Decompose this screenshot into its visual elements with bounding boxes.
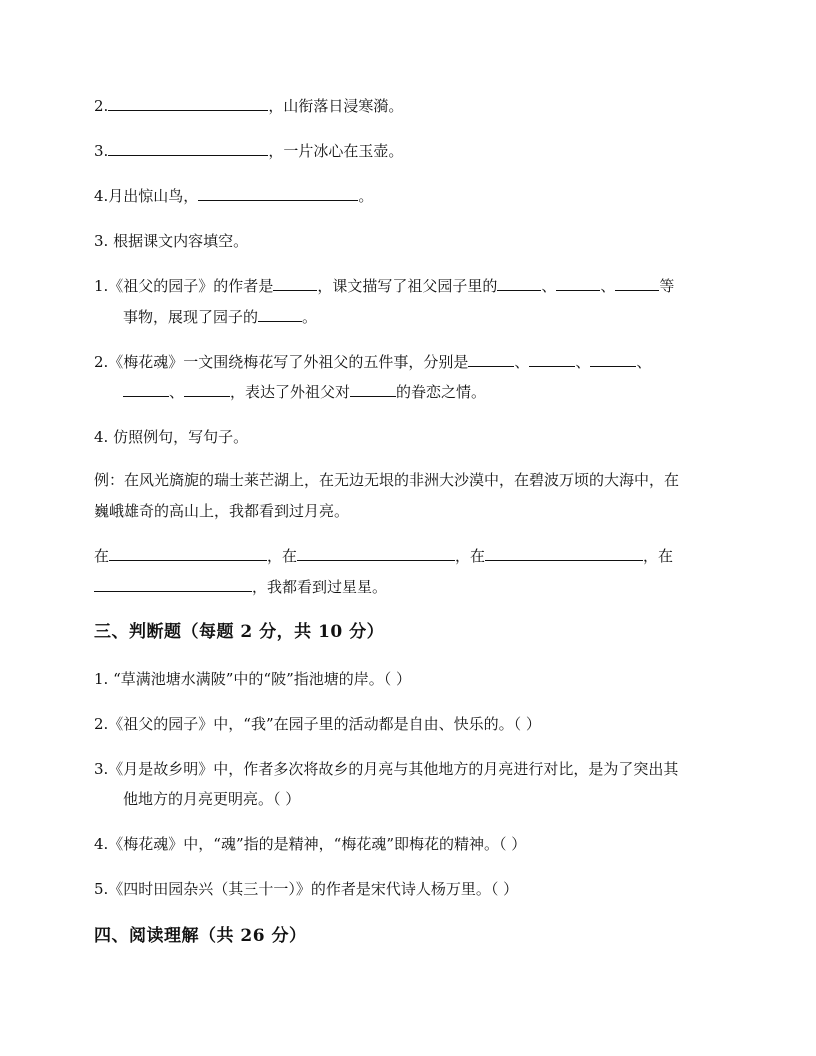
q4-example-line2: 巍峨雄奇的高山上，我都看到过月亮。 — [94, 502, 350, 520]
line-text: 在 — [94, 547, 110, 565]
answer-blank[interactable] — [108, 96, 268, 111]
judge-item-5: 5.《四时田园杂兴（其三十一）》的作者是宋代诗人杨万里。（ ） — [94, 880, 519, 898]
separator: 、 — [636, 353, 652, 371]
answer-blank[interactable] — [350, 382, 396, 397]
answer-blank[interactable] — [273, 276, 317, 291]
answer-blank[interactable] — [297, 546, 455, 561]
poem-fill-line-3 — [94, 141, 720, 161]
line-text: ，在 — [455, 547, 486, 565]
answer-blank[interactable] — [556, 276, 600, 291]
answer-blank[interactable] — [109, 546, 267, 561]
separator: 、 — [169, 383, 185, 401]
q4-answer-line1 — [94, 546, 720, 566]
answer-blank[interactable] — [123, 382, 169, 397]
question-4-title: 4. 仿照例句，写句子。 — [94, 428, 249, 446]
judge-item-4: 4.《梅花魂》中，“魂”指的是精神，“梅花魂”即梅花的精神。（ ） — [94, 835, 527, 853]
separator: 、 — [541, 277, 557, 295]
q3-item2-line1 — [94, 352, 720, 372]
section-3-heading: 三、判断题（每题 2 分，共 10 分） — [94, 622, 385, 642]
separator: 、 — [575, 353, 591, 371]
line-text: 。 — [302, 308, 318, 326]
line-text: ，一片冰心在玉壶。 — [268, 142, 404, 160]
line-text: ，表达了外祖父对 — [230, 383, 351, 401]
poem-fill-line-4 — [94, 186, 720, 206]
judge-item-3-line2: 他地方的月亮更明亮。（ ） — [123, 790, 301, 808]
answer-blank[interactable] — [184, 382, 230, 397]
line-text: 的眷恋之情。 — [396, 383, 487, 401]
answer-blank[interactable] — [198, 186, 358, 201]
question-3-title: 3. 根据课文内容填空。 — [94, 232, 249, 250]
line-text: 1.《祖父的园子》的作者是 — [94, 277, 274, 295]
q4-answer-line2 — [94, 577, 720, 597]
answer-blank[interactable] — [497, 276, 541, 291]
answer-blank[interactable] — [590, 352, 636, 367]
line-number: 2. — [94, 97, 109, 115]
line-text: 。 — [358, 187, 374, 205]
answer-blank[interactable] — [94, 577, 252, 592]
judge-item-1: 1. “草满池塘水满陂”中的“陂”指池塘的岸。（ ） — [94, 670, 412, 688]
answer-blank[interactable] — [529, 352, 575, 367]
section-4-heading: 四、阅读理解（共 26 分） — [94, 926, 307, 946]
q3-item1-line1 — [94, 276, 720, 296]
line-text: ，在 — [643, 547, 674, 565]
line-text: ，课文描写了祖父园子里的 — [317, 277, 498, 295]
q3-item2-line2 — [123, 382, 720, 402]
separator: 、 — [514, 353, 530, 371]
line-text: ，我都看到过星星。 — [252, 578, 388, 596]
answer-blank[interactable] — [615, 276, 659, 291]
line-text: 4.月出惊山鸟， — [94, 187, 199, 205]
line-text: ，在 — [267, 547, 298, 565]
answer-blank[interactable] — [468, 352, 514, 367]
answer-blank[interactable] — [108, 141, 268, 156]
poem-fill-line-2 — [94, 96, 720, 116]
answer-blank[interactable] — [485, 546, 643, 561]
separator: 、 — [600, 277, 616, 295]
judge-item-3-line1: 3.《月是故乡明》中，作者多次将故乡的月亮与其他地方的月亮进行对比，是为了突出其 — [94, 760, 679, 778]
line-text: ，山衔落日浸寒漪。 — [268, 97, 404, 115]
line-number: 3. — [94, 142, 109, 160]
line-text: 2.《梅花魂》一文围绕梅花写了外祖父的五件事，分别是 — [94, 353, 469, 371]
judge-item-2: 2.《祖父的园子》中，“我”在园子里的活动都是自由、快乐的。（ ） — [94, 715, 541, 733]
q4-example-line1: 例：在风光旖旎的瑞士莱芒湖上，在无边无垠的非洲大沙漠中，在碧波万顷的大海中，在 — [94, 471, 680, 489]
answer-blank[interactable] — [258, 307, 302, 322]
line-text: 等 — [659, 277, 675, 295]
q3-item1-line2 — [123, 307, 720, 327]
line-text: 事物，展现了园子的 — [123, 308, 259, 326]
